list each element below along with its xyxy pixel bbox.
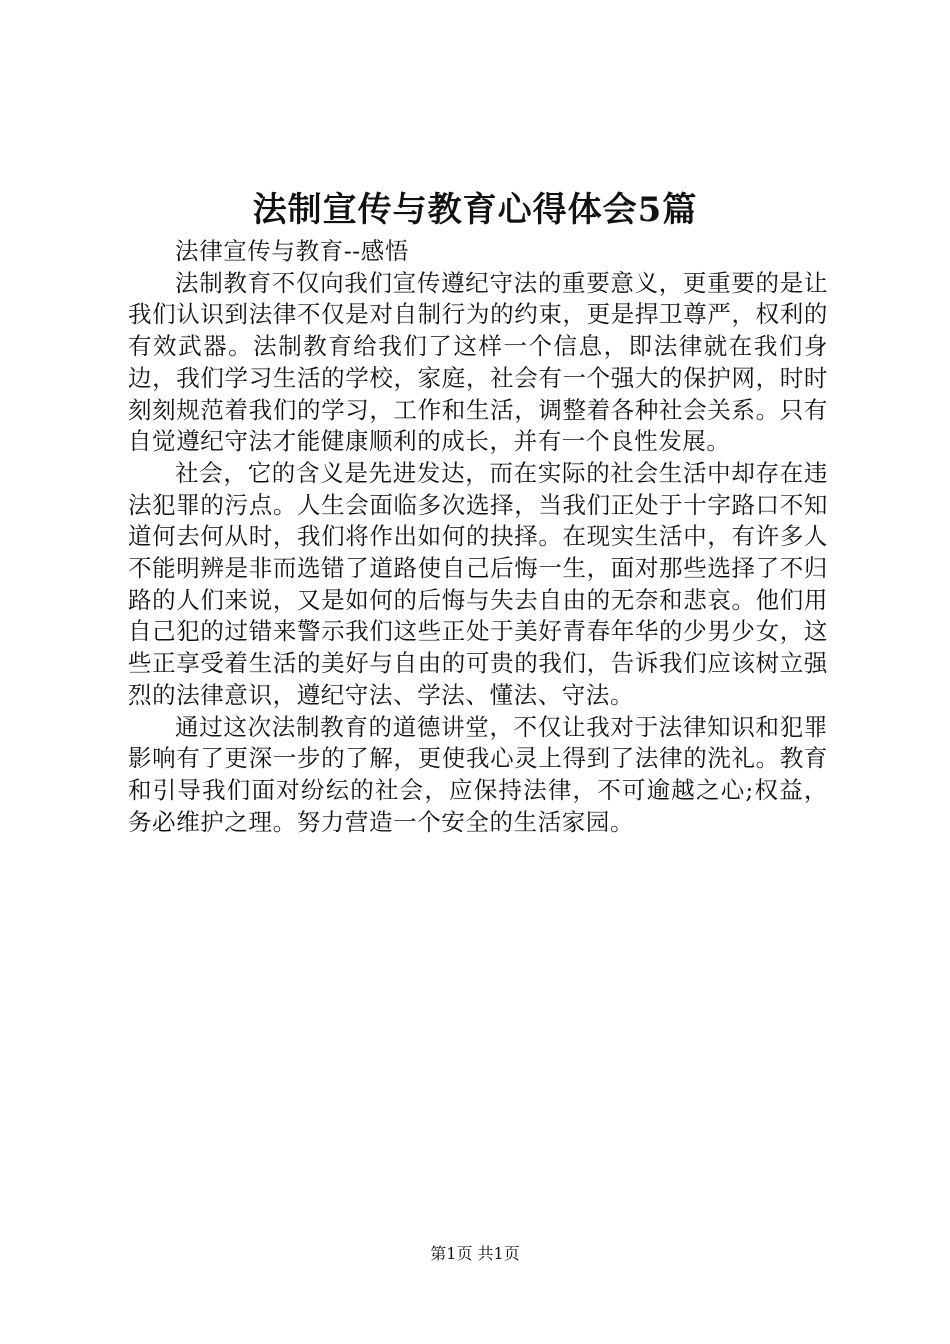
document-title: 法制宣传与教育心得体会5篇 (252, 190, 698, 230)
page-footer: 第1页 共1页 (430, 1244, 520, 1263)
paragraph-1: 法制教育不仅向我们宣传遵纪守法的重要意义，更重要的是让我们认识到法律不仅是对自制行为的约束，更是捍卫尊严，权利的有效武器。法制教育给我们了这样一个信息，即法律就在我们身边，我们学习生活的学校，家庭，社会有一个强大的保护网，时时刻刻规范着我们的学习，工作和生活，调整着各种社会关系。只有自觉遵纪守法才能健康顺利的成长，并有一个良性发展。 (128, 268, 828, 456)
document-body (128, 236, 828, 838)
paragraph-2: 社会，它的含义是先进发达，而在实际的社会生活中却存在违法犯罪的污点。人生会面临多次选择，当我们正处于十字路口不知道何去何从时，我们将作出如何的抉择。在现实生活中，有许多人不能明辨是非而选错了道路使自己后悔一生，面对那些选择了不归路的人们来说，又是如何的后悔与失去自由的无奈和悲哀。他们用自己犯的过错来警示我们这些正处于美好青春年华的少男少女，这些正享受着生活的美好与自由的可贵的我们，告诉我们应该树立强烈的法律意识，遵纪守法、学法、懂法、守法。 (128, 458, 828, 709)
paragraph-3: 通过这次法制教育的道德讲堂，不仅让我对于法律知识和犯罪影响有了更深一步的了解，更使我心灵上得到了法律的洗礼。教育和引导我们面对纷纭的社会，应保持法律，不可逾越之心;权益，务必维护之理。努力营造一个安全的生活家园。 (128, 712, 828, 836)
subtitle-line: 法律宣传与教育--感悟 (175, 237, 409, 265)
